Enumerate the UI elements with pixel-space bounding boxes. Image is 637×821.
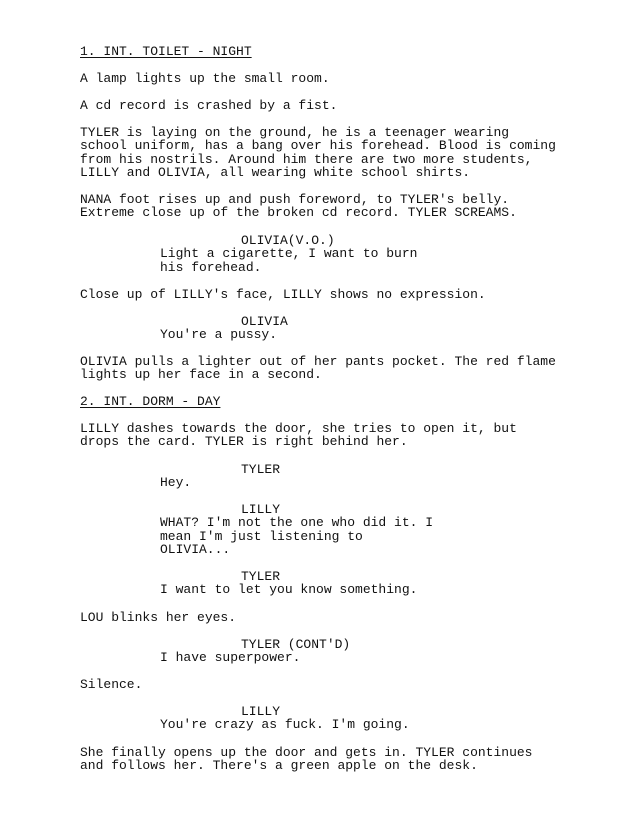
dialogue-line: WHAT? I'm not the one who did it. I <box>160 515 434 531</box>
dialogue-line: Light a cigarette, I want to burn <box>160 246 418 262</box>
action-line: She finally opens up the door and gets in. TYLER continues <box>80 745 533 760</box>
action-line: drops the card. TYLER is right behind her. <box>80 434 408 450</box>
character-cue: OLIVIA(V.O.) <box>241 233 335 248</box>
character-cue: LILLY <box>241 704 281 719</box>
action-line: from his nostrils. Around him there are two more students, <box>80 151 533 167</box>
dialogue-line: I have superpower. <box>160 650 301 666</box>
dialogue-line: his forehead. <box>160 259 262 275</box>
character-cue: LILLY <box>241 502 281 517</box>
action-line: OLIVIA pulls a lighter out of her pants pocket. The red flame <box>80 354 556 369</box>
dialogue-line: OLIVIA... <box>160 542 231 558</box>
action-line: LOU blinks her eyes. <box>80 610 237 625</box>
action-line: NANA foot rises up and push foreword, to TYLER's belly. <box>80 192 510 207</box>
dialogue-line: I want to let you know something. <box>160 582 418 598</box>
dialogue-line: Hey. <box>160 475 192 491</box>
action-line: school uniform, has a bang over his forehead. Blood is coming <box>80 138 556 154</box>
action-line: lights up her face in a second. <box>80 367 322 383</box>
action-line: and follows her. There's a green apple on the desk. <box>80 758 478 774</box>
character-cue: TYLER (CONT'D) <box>241 637 351 652</box>
scene-heading-2: 2. INT. DORM - DAY <box>80 394 221 409</box>
dialogue-line: mean I'm just listening to <box>160 528 363 544</box>
action-line: TYLER is laying on the ground, he is a teenager wearing <box>80 125 510 140</box>
action-line: Extreme close up of the broken cd record. TYLER SCREAMS. <box>80 205 517 221</box>
character-cue: TYLER <box>241 462 281 477</box>
action-line: A lamp lights up the small room. <box>80 71 330 86</box>
action-line: LILLY dashes towards the door, she tries to open it, but <box>80 421 517 436</box>
action-line: Silence. <box>80 677 143 692</box>
dialogue-line: You're a pussy. <box>160 327 278 343</box>
action-line: A cd record is crashed by a fist. <box>80 98 338 113</box>
scene-heading-1: 1. INT. TOILET - NIGHT <box>80 44 252 59</box>
action-line: LILLY and OLIVIA, all wearing white school shirts. <box>80 165 471 181</box>
character-cue: TYLER <box>241 569 281 584</box>
character-cue: OLIVIA <box>241 314 288 329</box>
dialogue-line: You're crazy as fuck. I'm going. <box>160 717 410 733</box>
action-line: Close up of LILLY's face, LILLY shows no expression. <box>80 287 486 302</box>
